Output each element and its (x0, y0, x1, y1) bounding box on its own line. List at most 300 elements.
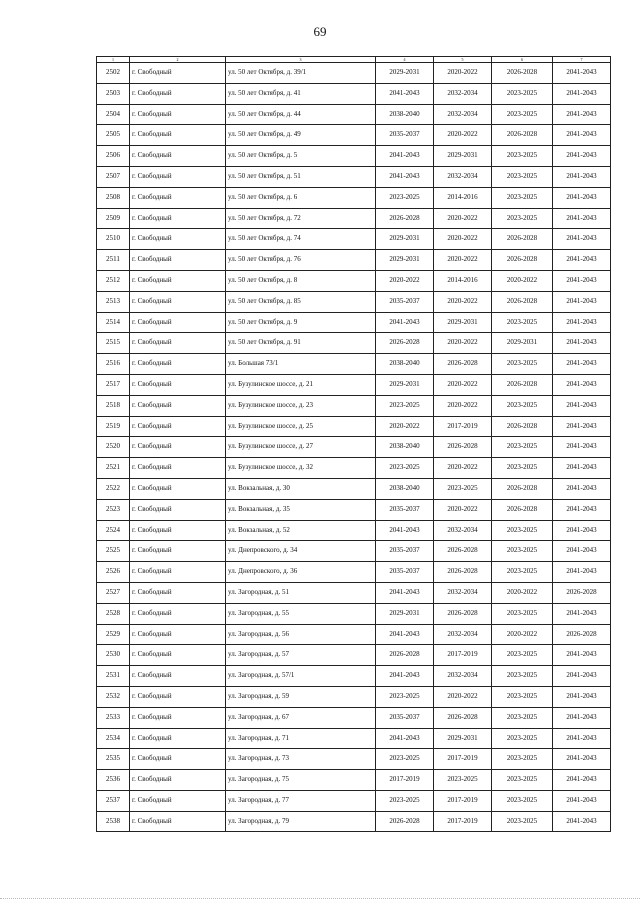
table-body (97, 63, 611, 832)
address-cell: ул. Бузулинское шоссе, д. 25 (226, 416, 376, 437)
period-cell-7: 2041-2043 (553, 104, 611, 125)
period-cell-5: 2026-2028 (434, 437, 492, 458)
period-cell-5: 2032-2034 (434, 666, 492, 687)
period-cell-5: 2020-2022 (434, 63, 492, 84)
table-row (97, 458, 611, 479)
city-cell: г. Свободный (130, 770, 226, 791)
period-cell-5: 2017-2019 (434, 645, 492, 666)
period-cell-4: 2035-2037 (376, 499, 434, 520)
period-cell-7: 2041-2043 (553, 499, 611, 520)
address-cell: ул. Загородная, д. 77 (226, 790, 376, 811)
period-cell-4: 2035-2037 (376, 291, 434, 312)
period-cell-4: 2026-2028 (376, 333, 434, 354)
period-cell-7: 2041-2043 (553, 645, 611, 666)
table-row (97, 686, 611, 707)
row-number: 2519 (97, 416, 130, 437)
city-cell: г. Свободный (130, 395, 226, 416)
city-cell: г. Свободный (130, 104, 226, 125)
period-cell-5: 2014-2016 (434, 187, 492, 208)
period-cell-5: 2020-2022 (434, 291, 492, 312)
row-number: 2533 (97, 707, 130, 728)
period-cell-6: 2023-2025 (492, 104, 553, 125)
period-cell-7: 2041-2043 (553, 562, 611, 583)
city-cell: г. Свободный (130, 499, 226, 520)
row-number: 2504 (97, 104, 130, 125)
city-cell: г. Свободный (130, 333, 226, 354)
address-cell: ул. 50 лет Октября, д. 49 (226, 125, 376, 146)
period-cell-5: 2020-2022 (434, 395, 492, 416)
period-cell-7: 2041-2043 (553, 770, 611, 791)
row-number: 2512 (97, 270, 130, 291)
city-cell: г. Свободный (130, 686, 226, 707)
period-cell-6: 2023-2025 (492, 541, 553, 562)
period-cell-5: 2026-2028 (434, 707, 492, 728)
period-cell-7: 2041-2043 (553, 229, 611, 250)
period-cell-6: 2023-2025 (492, 187, 553, 208)
row-number: 2506 (97, 146, 130, 167)
period-cell-5: 2023-2025 (434, 478, 492, 499)
period-cell-6: 2023-2025 (492, 707, 553, 728)
period-cell-4: 2023-2025 (376, 458, 434, 479)
address-cell: ул. 50 лет Октября, д. 9 (226, 312, 376, 333)
period-cell-5: 2020-2022 (434, 250, 492, 271)
column-number: 3 (226, 57, 376, 63)
period-cell-7: 2041-2043 (553, 270, 611, 291)
period-cell-6: 2023-2025 (492, 312, 553, 333)
table-row (97, 478, 611, 499)
period-cell-7: 2041-2043 (553, 728, 611, 749)
city-cell: г. Свободный (130, 603, 226, 624)
table-row (97, 437, 611, 458)
period-cell-5: 2026-2028 (434, 541, 492, 562)
period-cell-4: 2026-2028 (376, 811, 434, 832)
page-number: 69 (313, 24, 327, 39)
city-cell: г. Свободный (130, 374, 226, 395)
column-number: 2 (130, 57, 226, 63)
period-cell-7: 2041-2043 (553, 686, 611, 707)
row-number: 2534 (97, 728, 130, 749)
period-cell-6: 2023-2025 (492, 83, 553, 104)
period-cell-6: 2026-2028 (492, 125, 553, 146)
period-cell-6: 2023-2025 (492, 728, 553, 749)
row-number: 2509 (97, 208, 130, 229)
period-cell-4: 2041-2043 (376, 728, 434, 749)
period-cell-4: 2041-2043 (376, 83, 434, 104)
period-cell-6: 2026-2028 (492, 229, 553, 250)
table-row (97, 520, 611, 541)
period-cell-4: 2029-2031 (376, 229, 434, 250)
period-cell-4: 2041-2043 (376, 582, 434, 603)
address-cell: ул. Загородная, д. 79 (226, 811, 376, 832)
address-cell: ул. Загородная, д. 51 (226, 582, 376, 603)
city-cell: г. Свободный (130, 312, 226, 333)
city-cell: г. Свободный (130, 749, 226, 770)
city-cell: г. Свободный (130, 166, 226, 187)
address-cell: ул. Большая 73/1 (226, 354, 376, 375)
city-cell: г. Свободный (130, 146, 226, 167)
row-number: 2513 (97, 291, 130, 312)
period-cell-5: 2026-2028 (434, 562, 492, 583)
period-cell-6: 2023-2025 (492, 458, 553, 479)
period-cell-6: 2023-2025 (492, 686, 553, 707)
period-cell-5: 2029-2031 (434, 728, 492, 749)
period-cell-6: 2023-2025 (492, 395, 553, 416)
row-number: 2505 (97, 125, 130, 146)
period-cell-6: 2023-2025 (492, 437, 553, 458)
city-cell: г. Свободный (130, 728, 226, 749)
address-cell: ул. 50 лет Октября, д. 8 (226, 270, 376, 291)
period-cell-6: 2026-2028 (492, 416, 553, 437)
column-number: 7 (553, 57, 611, 63)
period-cell-5: 2017-2019 (434, 749, 492, 770)
address-cell: ул. Днепровского, д. 36 (226, 562, 376, 583)
period-cell-5: 2020-2022 (434, 458, 492, 479)
page-bottom-edge (0, 898, 640, 903)
address-cell: ул. 50 лет Октября, д. 91 (226, 333, 376, 354)
period-cell-6: 2023-2025 (492, 354, 553, 375)
address-cell: ул. Загородная, д. 73 (226, 749, 376, 770)
row-number: 2524 (97, 520, 130, 541)
period-cell-6: 2020-2022 (492, 582, 553, 603)
period-cell-7: 2041-2043 (553, 541, 611, 562)
table-row (97, 354, 611, 375)
period-cell-7: 2041-2043 (553, 707, 611, 728)
period-cell-5: 2032-2034 (434, 520, 492, 541)
table-row (97, 541, 611, 562)
row-number: 2510 (97, 229, 130, 250)
period-cell-5: 2032-2034 (434, 582, 492, 603)
period-cell-5: 2026-2028 (434, 603, 492, 624)
period-cell-4: 2038-2040 (376, 437, 434, 458)
city-cell: г. Свободный (130, 562, 226, 583)
address-cell: ул. Бузулинское шоссе, д. 23 (226, 395, 376, 416)
city-cell: г. Свободный (130, 208, 226, 229)
period-cell-7: 2041-2043 (553, 208, 611, 229)
row-number: 2502 (97, 63, 130, 84)
table-row (97, 603, 611, 624)
period-cell-6: 2026-2028 (492, 250, 553, 271)
period-cell-6: 2023-2025 (492, 166, 553, 187)
row-number: 2527 (97, 582, 130, 603)
city-cell: г. Свободный (130, 250, 226, 271)
address-cell: ул. Загородная, д. 59 (226, 686, 376, 707)
table-row (97, 499, 611, 520)
period-cell-5: 2029-2031 (434, 146, 492, 167)
row-number: 2511 (97, 250, 130, 271)
row-number: 2507 (97, 166, 130, 187)
row-number: 2529 (97, 624, 130, 645)
period-cell-4: 2038-2040 (376, 354, 434, 375)
period-cell-4: 2026-2028 (376, 645, 434, 666)
table-row (97, 63, 611, 84)
period-cell-7: 2041-2043 (553, 395, 611, 416)
period-cell-4: 2041-2043 (376, 520, 434, 541)
period-cell-7: 2041-2043 (553, 749, 611, 770)
period-cell-4: 2041-2043 (376, 666, 434, 687)
table-row (97, 166, 611, 187)
row-number: 2517 (97, 374, 130, 395)
period-cell-7: 2026-2028 (553, 582, 611, 603)
city-cell: г. Свободный (130, 83, 226, 104)
table-row (97, 374, 611, 395)
row-number: 2532 (97, 686, 130, 707)
period-cell-5: 2032-2034 (434, 166, 492, 187)
period-cell-7: 2041-2043 (553, 437, 611, 458)
address-cell: ул. Вокзальная, д. 30 (226, 478, 376, 499)
period-cell-4: 2029-2031 (376, 63, 434, 84)
period-cell-7: 2041-2043 (553, 250, 611, 271)
column-number: 1 (97, 57, 130, 63)
period-cell-7: 2041-2043 (553, 333, 611, 354)
table-row (97, 582, 611, 603)
period-cell-6: 2020-2022 (492, 270, 553, 291)
table-row (97, 728, 611, 749)
address-cell: ул. 50 лет Октября, д. 41 (226, 83, 376, 104)
period-cell-7: 2041-2043 (553, 312, 611, 333)
period-cell-5: 2014-2016 (434, 270, 492, 291)
period-cell-4: 2023-2025 (376, 686, 434, 707)
table-row (97, 146, 611, 167)
row-number: 2525 (97, 541, 130, 562)
table-row (97, 270, 611, 291)
period-cell-6: 2023-2025 (492, 208, 553, 229)
address-cell: ул. 50 лет Октября, д. 39/1 (226, 63, 376, 84)
period-cell-7: 2041-2043 (553, 603, 611, 624)
period-cell-5: 2023-2025 (434, 770, 492, 791)
address-cell: ул. 50 лет Октября, д. 6 (226, 187, 376, 208)
period-cell-4: 2035-2037 (376, 707, 434, 728)
city-cell: г. Свободный (130, 458, 226, 479)
period-cell-4: 2038-2040 (376, 104, 434, 125)
period-cell-7: 2041-2043 (553, 374, 611, 395)
city-cell: г. Свободный (130, 63, 226, 84)
table-row (97, 333, 611, 354)
row-number: 2520 (97, 437, 130, 458)
period-cell-4: 2041-2043 (376, 624, 434, 645)
period-cell-4: 2023-2025 (376, 187, 434, 208)
address-cell: ул. Загородная, д. 75 (226, 770, 376, 791)
period-cell-7: 2041-2043 (553, 354, 611, 375)
city-cell: г. Свободный (130, 811, 226, 832)
row-number: 2531 (97, 666, 130, 687)
period-cell-5: 2026-2028 (434, 354, 492, 375)
row-number: 2530 (97, 645, 130, 666)
table-row (97, 811, 611, 832)
period-cell-4: 2023-2025 (376, 790, 434, 811)
row-number: 2535 (97, 749, 130, 770)
row-number: 2514 (97, 312, 130, 333)
period-cell-4: 2038-2040 (376, 478, 434, 499)
period-cell-7: 2041-2043 (553, 416, 611, 437)
table-row (97, 125, 611, 146)
table-row (97, 562, 611, 583)
table-row (97, 104, 611, 125)
period-cell-7: 2041-2043 (553, 146, 611, 167)
period-cell-6: 2023-2025 (492, 520, 553, 541)
period-cell-6: 2026-2028 (492, 478, 553, 499)
period-cell-6: 2023-2025 (492, 749, 553, 770)
table-row (97, 229, 611, 250)
period-cell-4: 2029-2031 (376, 374, 434, 395)
row-number: 2523 (97, 499, 130, 520)
address-cell: ул. 50 лет Октября, д. 51 (226, 166, 376, 187)
period-cell-7: 2041-2043 (553, 458, 611, 479)
period-cell-6: 2020-2022 (492, 624, 553, 645)
address-cell: ул. Бузулинское шоссе, д. 27 (226, 437, 376, 458)
period-cell-5: 2017-2019 (434, 811, 492, 832)
period-cell-6: 2023-2025 (492, 645, 553, 666)
period-cell-6: 2023-2025 (492, 666, 553, 687)
row-number: 2521 (97, 458, 130, 479)
table-row (97, 624, 611, 645)
city-cell: г. Свободный (130, 645, 226, 666)
period-cell-7: 2041-2043 (553, 478, 611, 499)
table-row (97, 312, 611, 333)
period-cell-4: 2041-2043 (376, 146, 434, 167)
address-cell: ул. 50 лет Октября, д. 85 (226, 291, 376, 312)
period-cell-5: 2020-2022 (434, 333, 492, 354)
column-number: 5 (434, 57, 492, 63)
city-cell: г. Свободный (130, 291, 226, 312)
address-cell: ул. Загородная, д. 67 (226, 707, 376, 728)
period-cell-4: 2035-2037 (376, 562, 434, 583)
address-cell: ул. Днепровского, д. 34 (226, 541, 376, 562)
city-cell: г. Свободный (130, 437, 226, 458)
period-cell-4: 2020-2022 (376, 270, 434, 291)
period-cell-7: 2041-2043 (553, 811, 611, 832)
city-cell: г. Свободный (130, 478, 226, 499)
row-number: 2528 (97, 603, 130, 624)
period-cell-5: 2032-2034 (434, 624, 492, 645)
period-cell-6: 2026-2028 (492, 499, 553, 520)
address-cell: ул. Загородная, д. 71 (226, 728, 376, 749)
table-row (97, 208, 611, 229)
period-cell-4: 2041-2043 (376, 166, 434, 187)
period-cell-7: 2026-2028 (553, 624, 611, 645)
table-row (97, 187, 611, 208)
period-cell-4: 2035-2037 (376, 125, 434, 146)
city-cell: г. Свободный (130, 354, 226, 375)
period-cell-6: 2023-2025 (492, 562, 553, 583)
city-cell: г. Свободный (130, 416, 226, 437)
period-cell-5: 2017-2019 (434, 416, 492, 437)
city-cell: г. Свободный (130, 707, 226, 728)
period-cell-5: 2017-2019 (434, 790, 492, 811)
period-cell-5: 2020-2022 (434, 208, 492, 229)
address-cell: ул. 50 лет Октября, д. 44 (226, 104, 376, 125)
period-cell-5: 2032-2034 (434, 104, 492, 125)
period-cell-4: 2023-2025 (376, 749, 434, 770)
city-cell: г. Свободный (130, 790, 226, 811)
address-cell: ул. Бузулинское шоссе, д. 21 (226, 374, 376, 395)
period-cell-5: 2020-2022 (434, 686, 492, 707)
row-number: 2515 (97, 333, 130, 354)
period-cell-5: 2029-2031 (434, 312, 492, 333)
row-number: 2508 (97, 187, 130, 208)
address-cell: ул. Вокзальная, д. 35 (226, 499, 376, 520)
period-cell-7: 2041-2043 (553, 83, 611, 104)
table-row (97, 83, 611, 104)
row-number: 2503 (97, 83, 130, 104)
period-cell-7: 2041-2043 (553, 291, 611, 312)
table-row (97, 749, 611, 770)
address-cell: ул. Загородная, д. 55 (226, 603, 376, 624)
period-cell-4: 2020-2022 (376, 416, 434, 437)
period-cell-6: 2023-2025 (492, 603, 553, 624)
address-cell: ул. Загородная, д. 56 (226, 624, 376, 645)
column-number: 4 (376, 57, 434, 63)
address-cell: ул. 50 лет Октября, д. 74 (226, 229, 376, 250)
period-cell-7: 2041-2043 (553, 166, 611, 187)
row-number: 2536 (97, 770, 130, 791)
table-row (97, 395, 611, 416)
table-row (97, 790, 611, 811)
period-cell-5: 2032-2034 (434, 83, 492, 104)
city-cell: г. Свободный (130, 187, 226, 208)
period-cell-5: 2020-2022 (434, 229, 492, 250)
address-cell: ул. Загородная, д. 57/1 (226, 666, 376, 687)
table-row (97, 666, 611, 687)
period-cell-7: 2041-2043 (553, 125, 611, 146)
city-cell: г. Свободный (130, 666, 226, 687)
address-cell: ул. 50 лет Октября, д. 5 (226, 146, 376, 167)
table-row (97, 291, 611, 312)
table-row (97, 416, 611, 437)
city-cell: г. Свободный (130, 582, 226, 603)
city-cell: г. Свободный (130, 229, 226, 250)
column-number: 6 (492, 57, 553, 63)
address-cell: ул. Вокзальная, д. 52 (226, 520, 376, 541)
period-cell-4: 2023-2025 (376, 395, 434, 416)
period-cell-6: 2026-2028 (492, 374, 553, 395)
table-row (97, 770, 611, 791)
row-number: 2522 (97, 478, 130, 499)
table-row (97, 707, 611, 728)
period-cell-5: 2020-2022 (434, 374, 492, 395)
address-cell: ул. 50 лет Октября, д. 76 (226, 250, 376, 271)
address-cell: ул. 50 лет Октября, д. 72 (226, 208, 376, 229)
period-cell-4: 2026-2028 (376, 208, 434, 229)
row-number: 2526 (97, 562, 130, 583)
period-cell-6: 2026-2028 (492, 63, 553, 84)
period-cell-5: 2020-2022 (434, 499, 492, 520)
table-row (97, 250, 611, 271)
address-cell: ул. Бузулинское шоссе, д. 32 (226, 458, 376, 479)
period-cell-7: 2041-2043 (553, 187, 611, 208)
period-cell-6: 2023-2025 (492, 146, 553, 167)
period-cell-7: 2041-2043 (553, 666, 611, 687)
period-cell-6: 2023-2025 (492, 790, 553, 811)
row-number: 2516 (97, 354, 130, 375)
period-cell-4: 2029-2031 (376, 603, 434, 624)
period-cell-4: 2041-2043 (376, 312, 434, 333)
period-cell-7: 2041-2043 (553, 63, 611, 84)
row-number: 2518 (97, 395, 130, 416)
period-cell-6: 2029-2031 (492, 333, 553, 354)
period-cell-6: 2026-2028 (492, 291, 553, 312)
schedule-table (96, 56, 611, 832)
period-cell-5: 2020-2022 (434, 125, 492, 146)
address-cell: ул. Загородная, д. 57 (226, 645, 376, 666)
period-cell-7: 2041-2043 (553, 520, 611, 541)
period-cell-6: 2023-2025 (492, 770, 553, 791)
city-cell: г. Свободный (130, 624, 226, 645)
period-cell-4: 2029-2031 (376, 250, 434, 271)
table-row (97, 645, 611, 666)
city-cell: г. Свободный (130, 541, 226, 562)
period-cell-6: 2023-2025 (492, 811, 553, 832)
period-cell-4: 2035-2037 (376, 541, 434, 562)
